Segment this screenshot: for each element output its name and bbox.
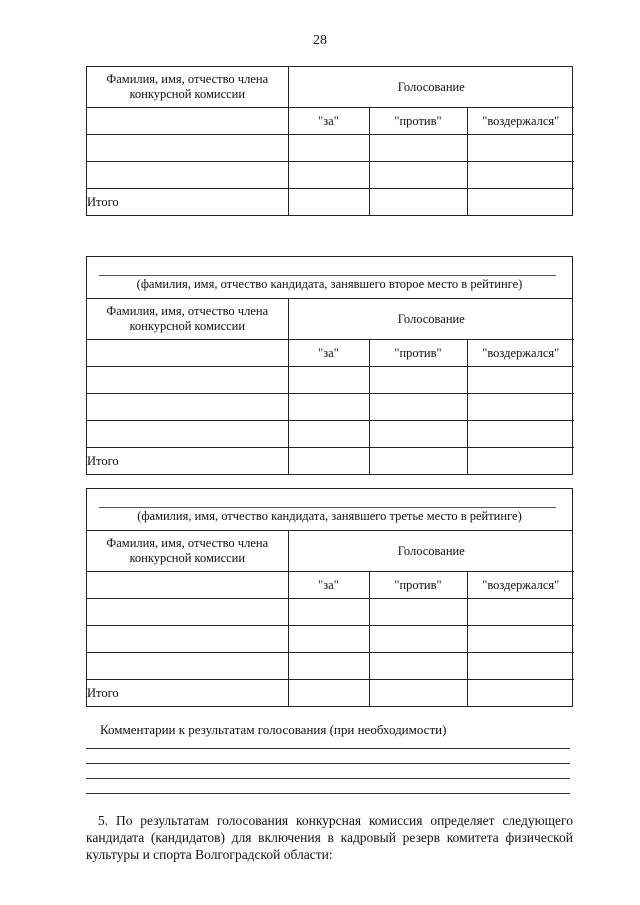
table-row	[87, 394, 574, 421]
comment-line[interactable]	[86, 748, 570, 749]
total-row	[87, 189, 574, 216]
voting-grid	[87, 299, 574, 474]
option-against: "против"	[369, 340, 467, 367]
candidate-caption-text: (фамилия, имя, отчество кандидата, занявшего третье место в рейтинге)	[137, 509, 522, 523]
member-name-header: Фамилия, имя, отчество члена конкурсной комиссии	[87, 67, 288, 108]
table-row	[87, 599, 574, 626]
candidate-name-line[interactable]	[99, 507, 556, 508]
candidate-caption-text: (фамилия, имя, отчество кандидата, занявшего второе место в рейтинге)	[136, 277, 523, 291]
total-label: Итого	[87, 680, 288, 707]
paragraph-line: 5. По результатам голосования конкурсная комиссия определяет следующего	[98, 813, 573, 828]
voting-grid	[87, 67, 574, 215]
page-number: 28	[313, 33, 327, 48]
option-for: "за"	[288, 340, 369, 367]
option-for: "за"	[288, 572, 369, 599]
total-row	[87, 680, 574, 707]
option-abstain: "воздержался"	[467, 572, 574, 599]
comment-line[interactable]	[86, 778, 570, 779]
comment-line[interactable]	[86, 763, 570, 764]
comment-line[interactable]	[86, 793, 570, 794]
voting-table-second	[86, 256, 573, 475]
paragraph-5	[86, 812, 573, 863]
option-abstain: "воздержался"	[467, 340, 574, 367]
option-against: "против"	[369, 108, 467, 135]
voting-table-first	[86, 66, 573, 216]
option-for: "за"	[288, 108, 369, 135]
voting-table-third	[86, 488, 573, 707]
candidate-name-line[interactable]	[99, 275, 556, 276]
table-row	[87, 367, 574, 394]
option-against: "против"	[369, 572, 467, 599]
paragraph-line: культуры и спорта Волгоградской области:	[86, 847, 333, 862]
table-row	[87, 162, 574, 189]
candidate-caption	[87, 257, 572, 299]
total-row	[87, 448, 574, 475]
voting-header: Голосование	[288, 67, 574, 108]
option-abstain: "воздержался"	[467, 108, 574, 135]
member-name-header: Фамилия, имя, отчество члена конкурсной комиссии	[87, 531, 288, 572]
table-row	[87, 135, 574, 162]
table-row	[87, 626, 574, 653]
comments-label: Комментарии к результатам голосования (при необходимости)	[100, 722, 447, 737]
empty-cell	[87, 572, 288, 599]
table-row	[87, 421, 574, 448]
total-label: Итого	[87, 189, 288, 216]
paragraph-line: кандидата (кандидатов) для включения в кадровый резерв комитета физической	[86, 830, 573, 845]
empty-cell	[87, 340, 288, 367]
total-label: Итого	[87, 448, 288, 475]
table-row	[87, 653, 574, 680]
member-name-header: Фамилия, имя, отчество члена конкурсной комиссии	[87, 299, 288, 340]
voting-header: Голосование	[288, 299, 574, 340]
voting-header: Голосование	[288, 531, 574, 572]
empty-cell	[87, 108, 288, 135]
candidate-caption	[87, 489, 572, 531]
voting-grid	[87, 531, 574, 706]
